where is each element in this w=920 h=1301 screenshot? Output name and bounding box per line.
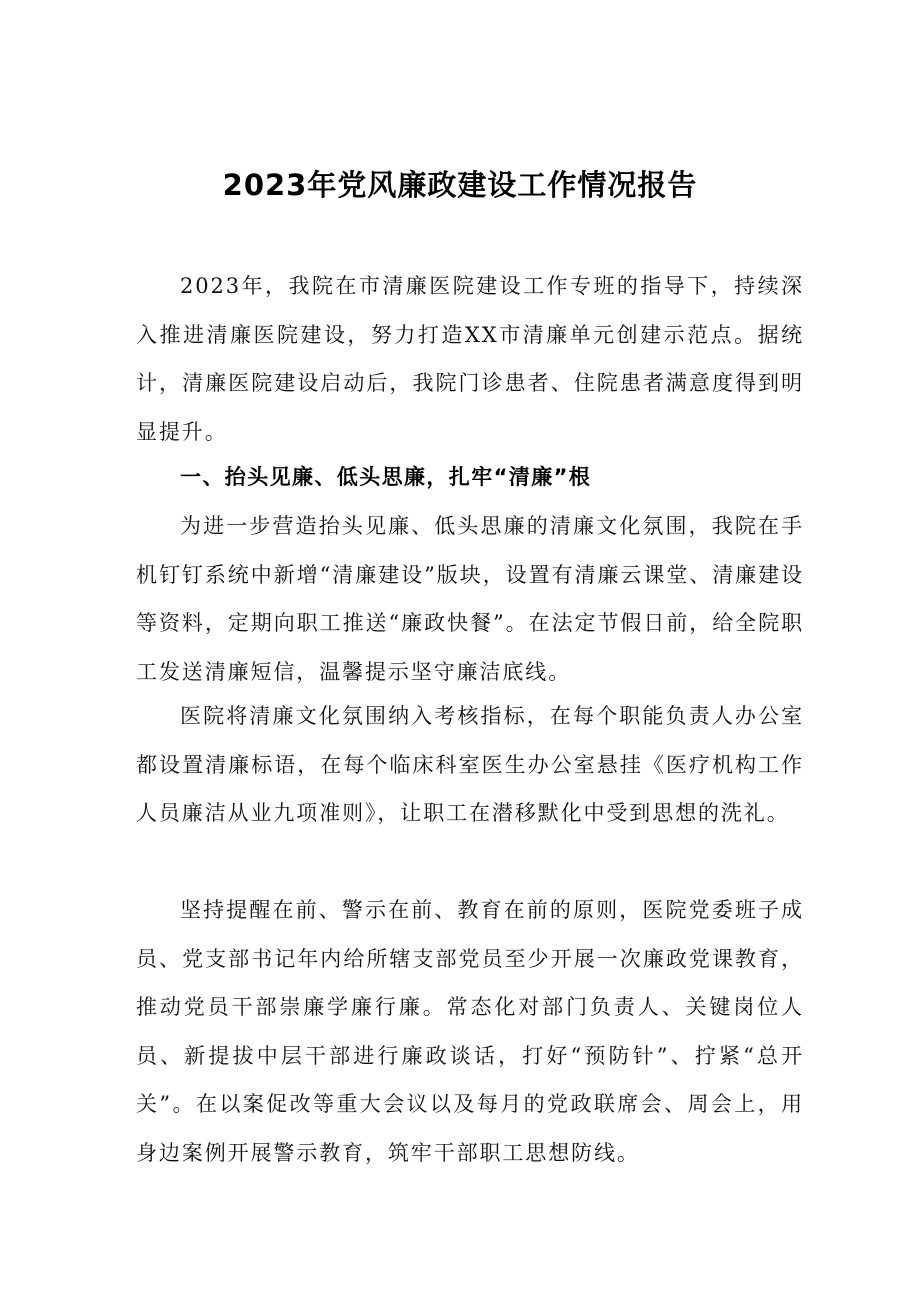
section-heading: 一、抬头见廉、低头思廉，扎牢“清廉”根 (180, 465, 592, 489)
intro-paragraph: 2023年，我院在市清廉医院建设工作专班的指导下，持续深入推进清廉医院建设，努力打造XX市清廉单元创建示范点。据统计，清廉医院建设启动后，我院门诊患者、住院患者满意度得到明显提升。 (136, 274, 804, 444)
body-paragraph-2: 医院将清廉文化氛围纳入考核指标，在每个职能负责人办公室都设置清廉标语，在每个临床科室医生办公室悬挂《医疗机构工作人员廉洁从业九项准则》，让职工在潜移默化中受到思想的洗礼。 (136, 704, 804, 825)
document-title: 2023年党风廉政建设工作情况报告 (222, 168, 698, 202)
body-paragraph-1: 为进一步营造抬头见廉、低头思廉的清廉文化氛围，我院在手机钉钉系统中新增“清廉建设”版块，设置有清廉云课堂、清廉建设等资料，定期向职工推送“廉政快餐”。在法定节假日前，给全院职工发送清廉短信，温馨提示坚守廉洁底线。 (136, 514, 804, 684)
body-paragraph-3: 坚持提醒在前、警示在前、教育在前的原则，医院党委班子成员、党支部书记年内给所辖支部党员至少开展一次廉政党课教育，推动党员干部崇廉学廉行廉。常态化对部门负责人、关键岗位人员、新提拔中层干部进行廉政谈话，打好“预防针”、拧紧“总开关”。在以案促改等重大会议以及每月的党政联席会、周会上，用身边案例开展警示教育，筑牢干部职工思想防线。 (136, 898, 804, 1165)
